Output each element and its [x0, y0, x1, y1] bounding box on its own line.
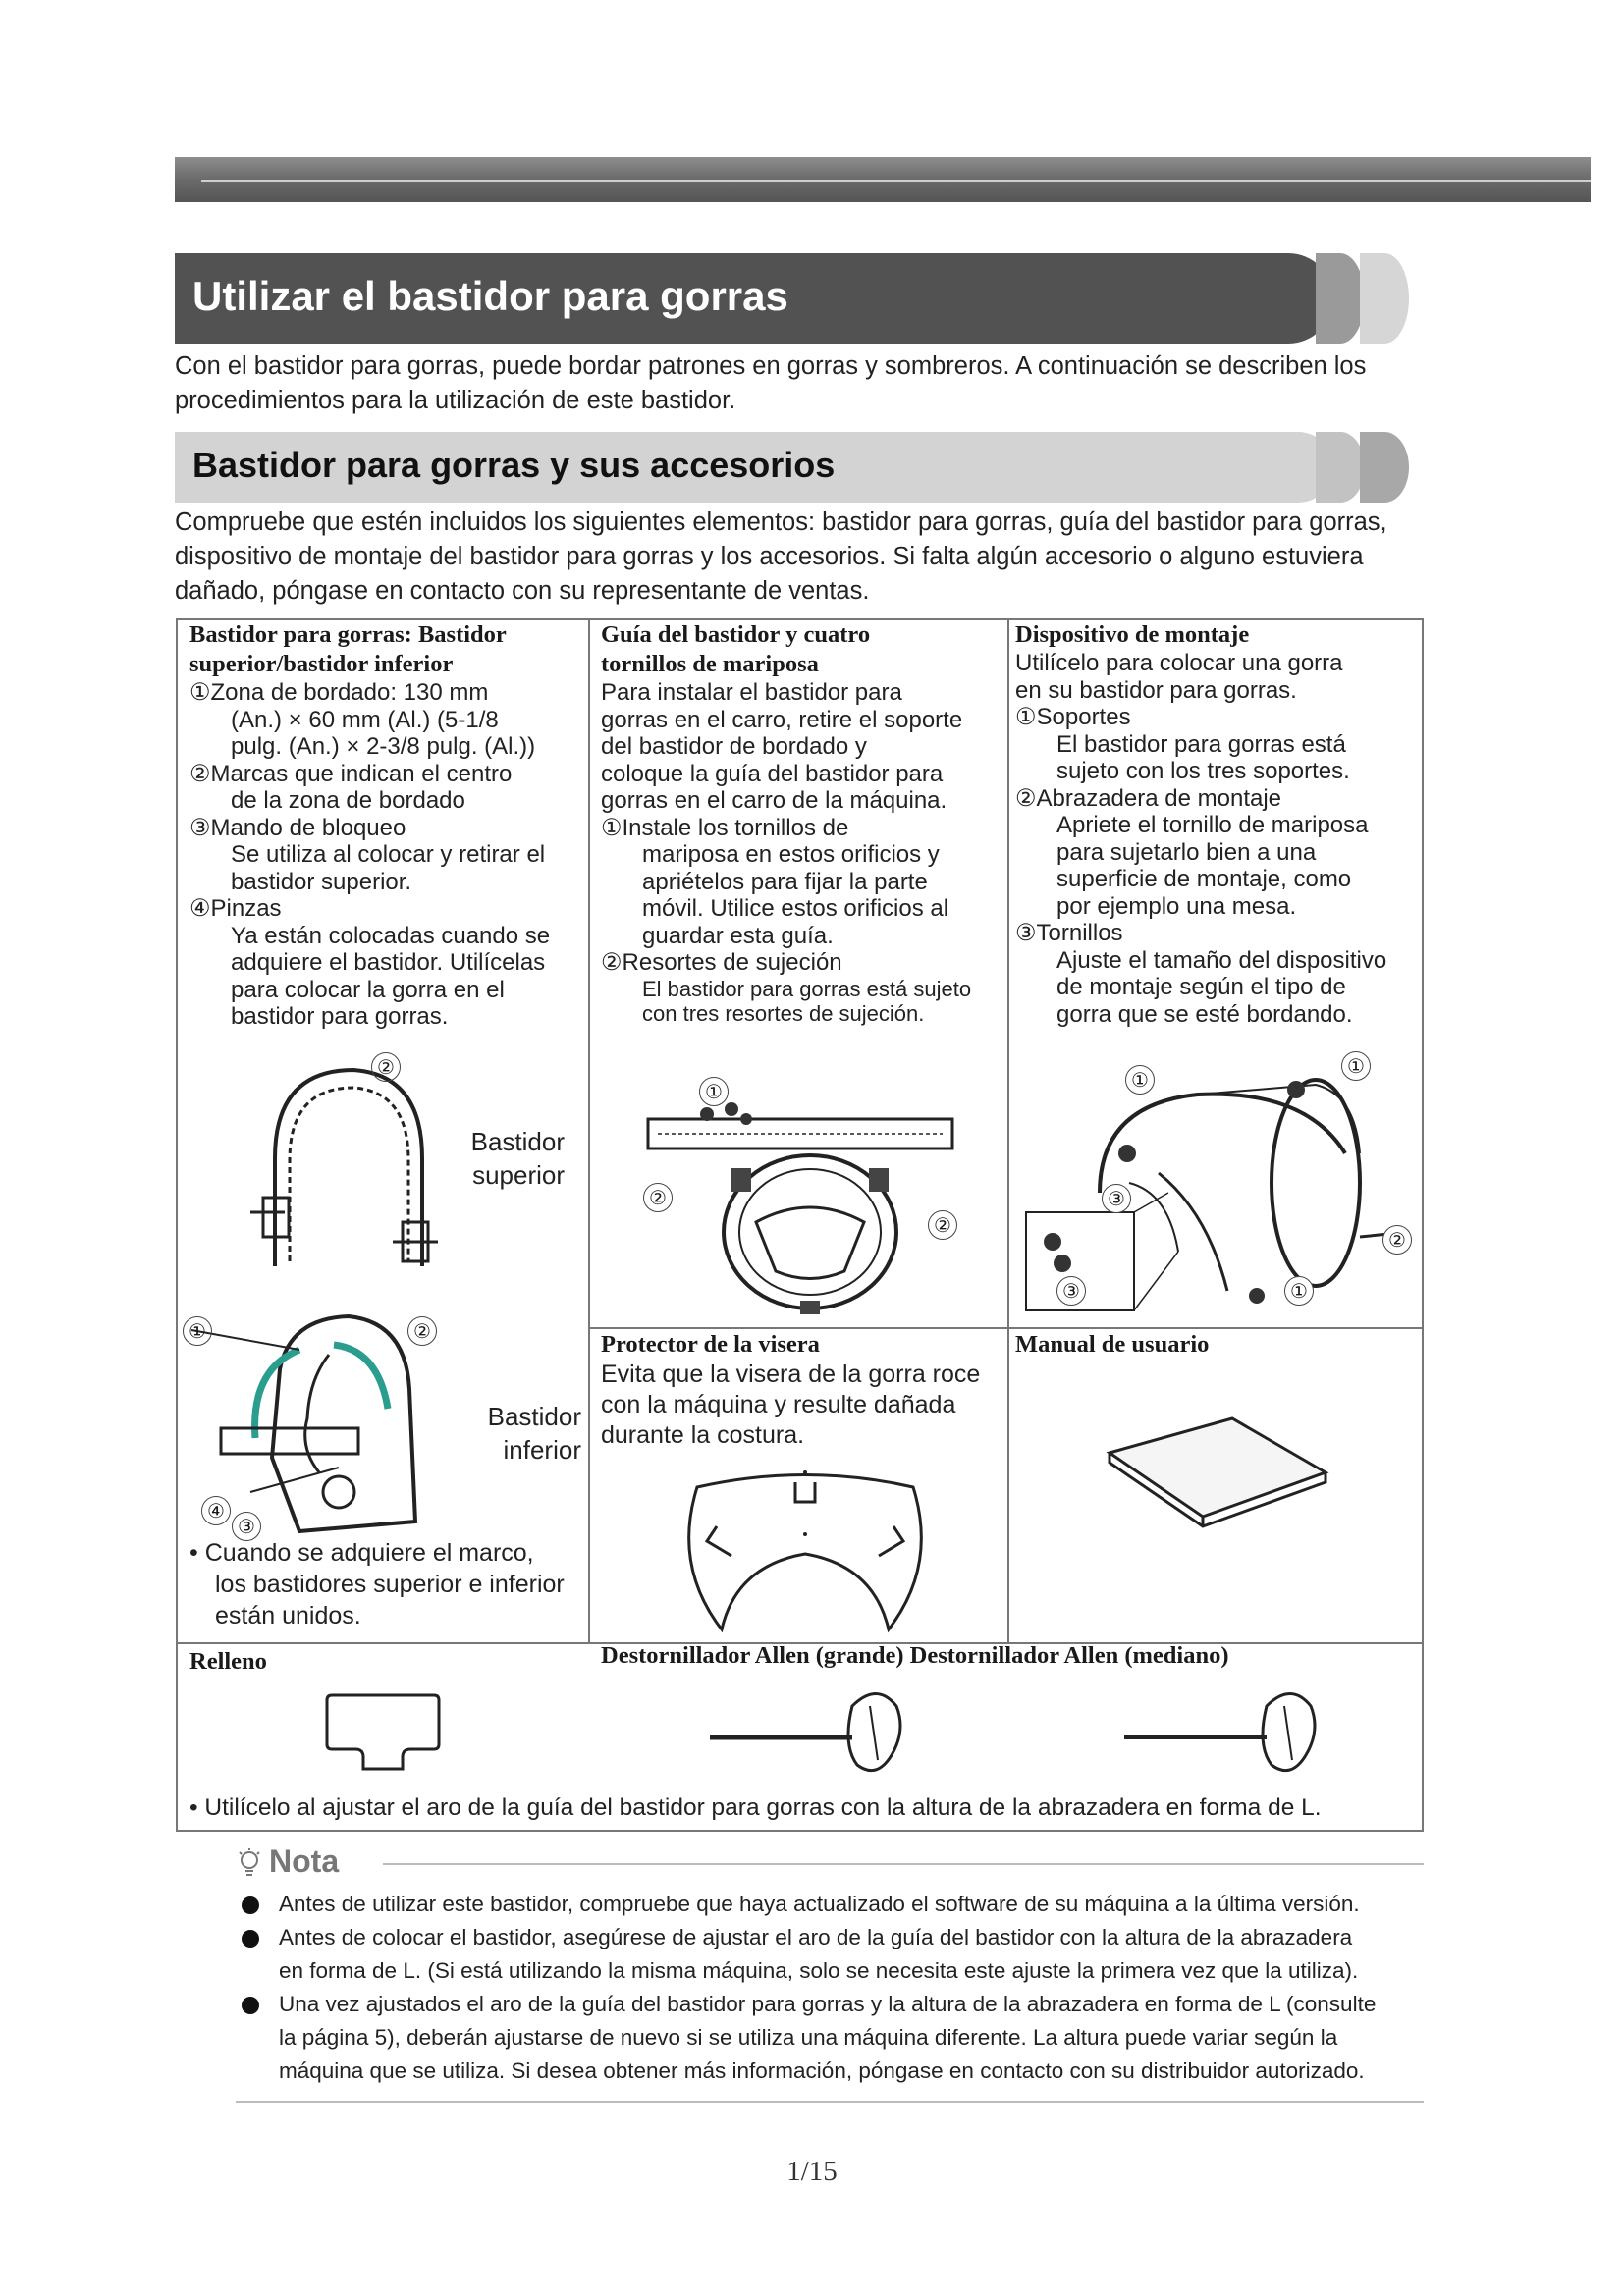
callout-3-lower: ③: [232, 1512, 261, 1541]
subbanner-chevron-dark: [1360, 432, 1409, 503]
upper-frame-illustration: [245, 1050, 442, 1286]
manual-heading: Manual de usuario: [1015, 1331, 1210, 1358]
section-title: Utilizar el bastidor para gorras: [192, 273, 788, 319]
nota-bottom-rule: [236, 2101, 1424, 2103]
callout-2-mount: ②: [1382, 1225, 1412, 1255]
banner-chevron-light: [1360, 253, 1409, 344]
allen-key-medium-illustration: [1119, 1686, 1326, 1780]
col3-cell: Dispositivo de montaje Utilícelo para colocar una gorra en su bastidor para gorras. ①Soportes El bastidor para gorras está sujeto con los tres soportes. ②Abrazadera de montaje Apriete el tornillo de mariposa para sujetarlo bien a una superficie de montaje, como por ejemplo una mesa. ③Tornillos Ajuste el tamaño del dispositivo de montaje según el tipo de gorra que se esté bordando.: [1015, 621, 1387, 1028]
header-bar-line: [201, 180, 1591, 182]
callout-1-mount-b: ①: [1341, 1051, 1371, 1081]
col1-cell: Bastidor para gorras: Bastidor superior/bastidor inferior ①Zona de bordado: 130 mm (An.) × 60 mm (Al.) (5-1/8 pulg. (An.) × 2-3/8 pulg. (Al.)) ②Marcas que indican el centro de la zona de bordado ③Mando de bloqueo Se utiliza al colocar y retirar el bastidor superior. ④Pinzas Ya están colocadas cuando se adquiere el bastidor. Utilícelas para colocar la gorra en el bastidor para gorras.: [189, 621, 551, 1030]
callout-1-mount-c: ①: [1284, 1276, 1314, 1306]
intro-text: Con el bastidor para gorras, puede bordar patrones en gorras y sombreros. A continuación se describen los procedimientos para la utilización de este bastidor.: [175, 352, 1367, 414]
bullet-icon: [242, 1896, 259, 1914]
callout-3-mount-b: ③: [1056, 1276, 1086, 1306]
nota-item: Antes de utilizar este bastidor, compruebe que haya actualizado el software de su máquina a la última versión.: [242, 1888, 1430, 1921]
relleno-label: Relleno: [189, 1648, 267, 1675]
subbanner-chevron: [1316, 432, 1365, 503]
banner-chevron: [1316, 253, 1365, 344]
page-number: 1/15: [786, 2156, 838, 2187]
lower-frame-label: Bastidor inferior: [487, 1402, 581, 1465]
frame-guide-illustration: [638, 1075, 962, 1315]
callout-3-mount-a: ③: [1102, 1184, 1131, 1213]
tools-note: • Utilícelo al ajustar el aro de la guía del bastidor para gorras con la altura de la abrazadera en forma de L.: [189, 1794, 1322, 1821]
callout-1-lower: ①: [183, 1316, 212, 1346]
nota-item: Una vez ajustados el aro de la guía del bastidor para gorras y la altura de la abrazadera en forma de L (consulte la página 5), deberán ajustarse de nuevo si se utiliza una máquina diferente. La altura puede variar según la máquina que se utiliza. Si desea obtener más información, póngase en contacto con su distribuidor autorizado.: [242, 1988, 1430, 2088]
upper-frame-label: Bastidor superior: [470, 1127, 565, 1190]
subsection-title: Bastidor para gorras y sus accesorios: [192, 445, 836, 485]
callout-2-guide-right: ②: [928, 1210, 957, 1240]
bullet-icon: [242, 1997, 259, 2014]
lightbulb-icon: [236, 1847, 263, 1877]
protector-cell: Protector de la visera Evita que la visera de la gorra roce con la máquina y resulte dañada durante la costura.: [601, 1331, 981, 1449]
callout-2-upper: ②: [371, 1052, 401, 1082]
callout-2-lower: ②: [407, 1316, 437, 1346]
callout-1-mount-a: ①: [1125, 1065, 1155, 1095]
col2-cell: Guía del bastidor y cuatro tornillos de mariposa Para instalar el bastidor para gorras en el carro, retire el soporte del bastidor de bordado y coloque la guía del bastidor para gorras en el carro de la máquina. ①Instale los tornillos de mariposa en estos orificios y apriételos para fijar la parte móvil. Utilice estos orificios al guardar esta guía. ②Resortes de sujeción El bastidor para gorras está sujeto con tres resortes de sujeción.: [601, 621, 972, 1026]
callout-1-guide: ①: [699, 1077, 729, 1106]
nota-item: Antes de colocar el bastidor, asegúrese de ajustar el aro de la guía del bastidor con la altura de la abrazadera en forma de L. (Si está utilizando la misma máquina, solo se necesita este ajuste la primera vez que la utiliza).: [242, 1921, 1430, 1988]
nota-title: Nota: [269, 1843, 340, 1879]
user-manual-illustration: [1105, 1414, 1330, 1531]
callout-2-guide-left: ②: [643, 1183, 673, 1212]
allen-key-large-illustration: [705, 1686, 911, 1780]
frame-note: • Cuando se adquiere el marco, los bastidores superior e inferior están unidos.: [189, 1539, 565, 1629]
relleno-illustration: [324, 1690, 442, 1774]
bullet-icon: [242, 1930, 259, 1948]
nota-rule: [383, 1863, 1424, 1865]
visor-protector-illustration: [677, 1468, 933, 1634]
callout-4-lower: ④: [201, 1496, 231, 1525]
nota-list: [242, 1888, 1430, 2088]
allen-tools-label: Destornillador Allen (grande) Destornillador Allen (mediano): [601, 1642, 1229, 1669]
sub-intro-text: Compruebe que estén incluidos los siguientes elementos: bastidor para gorras, guía del bastidor para gorras, dispositivo de montaje del bastidor para gorras y los accesorios. Si falta algún accesorio o alguno estuviera dañado, póngase en contacto con su representante de ventas.: [175, 508, 1387, 605]
